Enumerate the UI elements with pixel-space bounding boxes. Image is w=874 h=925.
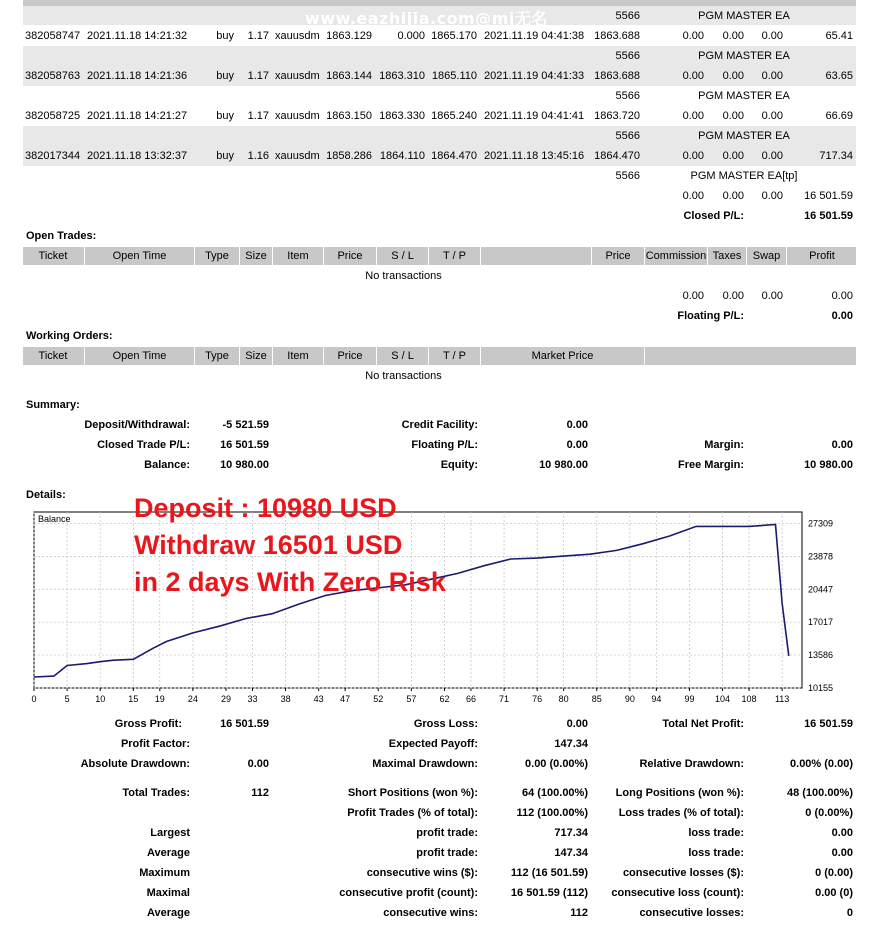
- closed-cell-item: xauusdm: [275, 110, 320, 122]
- avg-losses-value: 0: [846, 907, 853, 919]
- summary-floating-value: 0.00: [566, 439, 588, 451]
- largest-label: Largest: [150, 827, 190, 839]
- closed-trade-label: Closed Trade P/L:: [97, 439, 190, 451]
- details-title: Details:: [26, 489, 66, 501]
- col-size: Size: [239, 347, 272, 365]
- relative-drawdown-label: Relative Drawdown:: [639, 758, 744, 770]
- largest-loss-label: loss trade:: [688, 827, 744, 839]
- x-tick-label: 113: [774, 694, 790, 704]
- largest-profit-label: profit trade:: [416, 827, 478, 839]
- closed-cell-sl: 1864.110: [379, 150, 425, 162]
- x-tick-label: 15: [128, 694, 139, 704]
- maximal-loss-value: 0.00 (0): [815, 887, 853, 899]
- maximal-profit-value: 16 501.59 (112): [510, 887, 588, 899]
- closed-cell-type: buy: [216, 30, 234, 42]
- col-item: Item: [272, 347, 323, 365]
- closed-cell-item: xauusdm: [275, 150, 320, 162]
- closed-pl-value: 16 501.59: [804, 210, 853, 222]
- x-tick-label: 99: [684, 694, 695, 704]
- average-label: Average: [146, 847, 190, 859]
- col-price2: Price: [591, 247, 644, 265]
- maximum-label: Maximum: [139, 867, 190, 879]
- y-tick-label: 27309: [808, 518, 834, 529]
- col-taxes: Taxes: [707, 247, 746, 265]
- maximal-profit-label: consecutive profit (count):: [339, 887, 478, 899]
- max-wins-label: consecutive wins ($):: [366, 867, 478, 879]
- working-orders-header: [23, 347, 856, 365]
- long-positions-label: Long Positions (won %):: [615, 787, 744, 799]
- x-tick-label: 57: [406, 694, 417, 704]
- y-tick-label: 23878: [808, 551, 834, 562]
- col-sl: S / L: [376, 247, 428, 265]
- x-tick-label: 90: [624, 694, 635, 704]
- watermark: www.eazhijia.com@mj无名: [305, 9, 548, 28]
- x-tick-label: 85: [591, 694, 602, 704]
- ea-comment: PGM MASTER EA: [698, 10, 790, 22]
- closed-cell-close-time: 2021.11.18 13:45:16: [484, 150, 585, 162]
- x-tick-label: 80: [558, 694, 569, 704]
- col-market-price: Market Price: [480, 347, 644, 365]
- ea-comment: PGM MASTER EA: [698, 90, 790, 102]
- col-swap: Swap: [746, 247, 786, 265]
- equity-value: 10 980.00: [539, 459, 588, 471]
- profit-factor-label: Profit Factor:: [120, 738, 190, 750]
- y-tick-label: 17017: [808, 617, 834, 628]
- gross-profit-label: Gross Profit:: [114, 718, 182, 730]
- closed-cell-ticket: 382017344: [25, 150, 81, 162]
- magic-number: 5566: [615, 170, 640, 182]
- net-profit-value: 16 501.59: [804, 718, 853, 730]
- total-trades-value: 112: [251, 787, 269, 799]
- closed-cell-price: 1863.129: [326, 30, 372, 42]
- closed-cell-type: buy: [216, 150, 234, 162]
- open-total-profit: 0.00: [831, 290, 853, 302]
- floating-pl-value: 0.00: [831, 310, 853, 322]
- maximal-loss-label: consecutive loss (count):: [611, 887, 744, 899]
- profit-trades-label: Profit Trades (% of total):: [347, 807, 478, 819]
- closed-cell-sl: 0.000: [397, 30, 425, 42]
- margin-label: Margin:: [704, 439, 744, 451]
- closed-cell-open-time: 2021.11.18 14:21:27: [87, 110, 188, 122]
- x-tick-label: 94: [651, 694, 662, 704]
- closed-cell-commission: 0.00: [682, 150, 704, 162]
- loss-trades-value: 0 (0.00%): [805, 807, 853, 819]
- relative-drawdown-value: 0.00% (0.00): [790, 758, 853, 770]
- closed-cell-item: xauusdm: [275, 30, 320, 42]
- closed-cell-close-time: 2021.11.19 04:41:41: [484, 110, 585, 122]
- col-item: Item: [272, 247, 323, 265]
- long-positions-value: 48 (100.00%): [786, 787, 853, 799]
- magic-number: 5566: [615, 50, 640, 62]
- col-type: Type: [194, 347, 239, 365]
- expected-payoff-label: Expected Payoff:: [388, 738, 478, 750]
- avg-wins-label: consecutive wins:: [383, 907, 478, 919]
- y-tick-label: 13586: [808, 650, 834, 661]
- avg-loss-label: loss trade:: [688, 847, 744, 859]
- closed-cell-tp: 1864.470: [431, 150, 477, 162]
- closed-cell-type: buy: [216, 110, 234, 122]
- x-tick-label: 47: [340, 694, 351, 704]
- gross-loss-value: 0.00: [566, 718, 588, 730]
- closed-cell-price: 1858.286: [326, 150, 372, 162]
- free-margin-value: 10 980.00: [804, 459, 853, 471]
- closed-cell-close-price: 1863.688: [594, 30, 640, 42]
- x-tick-label: 71: [499, 694, 510, 704]
- closed-cell-commission: 0.00: [682, 110, 704, 122]
- closed-cell-profit: 717.34: [819, 150, 853, 162]
- x-tick-label: 62: [439, 694, 450, 704]
- y-tick-label: 10155: [808, 683, 834, 693]
- closed-cell-taxes: 0.00: [722, 110, 744, 122]
- col-size: Size: [239, 247, 272, 265]
- avg-losses-label: consecutive losses:: [639, 907, 744, 919]
- closed-cell-swap: 0.00: [761, 30, 783, 42]
- col-blank: [644, 347, 857, 365]
- x-tick-label: 10: [95, 694, 106, 704]
- promo-withdraw-text: Withdraw 16501 USD: [134, 530, 403, 560]
- x-tick-label: 5: [64, 694, 70, 704]
- credit-label: Credit Facility:: [401, 419, 478, 431]
- maximal-drawdown-label: Maximal Drawdown:: [372, 758, 478, 770]
- x-tick-label: 29: [220, 694, 232, 704]
- closed-cell-size: 1.17: [247, 70, 269, 82]
- ea-comment: PGM MASTER EA: [698, 50, 790, 62]
- x-tick-label: 0: [31, 694, 37, 704]
- closed-cell-size: 1.17: [247, 30, 269, 42]
- closed-cell-sl: 1863.310: [379, 70, 425, 82]
- closed-cell-close-price: 1864.470: [594, 150, 640, 162]
- profit-factor-value: [190, 735, 269, 753]
- open-total-taxes: 0.00: [722, 290, 744, 302]
- open-trades-header: [23, 247, 856, 265]
- magic-number: 5566: [615, 130, 640, 142]
- largest-loss-value: 0.00: [831, 827, 853, 839]
- closed-cell-close-time: 2021.11.19 04:41:33: [484, 70, 585, 82]
- closed-cell-tp: 1865.110: [431, 70, 477, 82]
- col-ticket: Ticket: [38, 250, 68, 262]
- closed-cell-open-time: 2021.11.18 14:21:32: [87, 30, 188, 42]
- closed-cell-item: xauusdm: [275, 70, 320, 82]
- profit-trades-value: 112 (100.00%): [516, 807, 588, 819]
- col-blank: [480, 247, 591, 265]
- closed-cell-taxes: 0.00: [722, 70, 744, 82]
- x-tick-label: 43: [313, 694, 324, 704]
- working-orders-empty: No transactions: [365, 370, 442, 382]
- closed-cell-profit: 63.65: [825, 70, 853, 82]
- equity-label: Equity:: [440, 459, 478, 471]
- balance-value: 10 980.00: [220, 459, 269, 471]
- x-tick-label: 33: [247, 694, 258, 704]
- max-losses-label: consecutive losses ($):: [622, 867, 744, 879]
- x-tick-label: 66: [465, 694, 476, 704]
- promo-deposit-text: Deposit : 10980 USD: [134, 493, 397, 523]
- closed-cell-open-time: 2021.11.18 13:32:37: [87, 150, 188, 162]
- credit-value: 0.00: [566, 419, 588, 431]
- summary-title: Summary:: [26, 399, 80, 411]
- col-profit: Profit: [786, 247, 857, 265]
- closed-cell-tp: 1865.170: [431, 30, 477, 42]
- col-price: Price: [323, 347, 376, 365]
- closed-cell-profit: 66.69: [825, 110, 853, 122]
- short-positions-label: Short Positions (won %):: [347, 787, 478, 799]
- free-margin-label: Free Margin:: [677, 459, 744, 471]
- balance-label: Balance:: [144, 459, 190, 471]
- closed-cell-profit: 65.41: [825, 30, 853, 42]
- closed-cell-type: buy: [216, 70, 234, 82]
- gross-profit-value: 16 501.59: [220, 718, 269, 730]
- open-trades-empty: No transactions: [365, 270, 442, 282]
- closed-cell-taxes: 0.00: [722, 150, 744, 162]
- x-tick-label: 24: [187, 694, 198, 704]
- closed-cell-commission: 0.00: [682, 30, 704, 42]
- closed-cell-tp: 1865.240: [431, 110, 477, 122]
- margin-value: 0.00: [831, 439, 853, 451]
- closed-cell-price: 1863.150: [326, 110, 372, 122]
- closed-cell-price: 1863.144: [326, 70, 372, 82]
- magic-number: 5566: [615, 10, 640, 22]
- net-profit-label: Total Net Profit:: [662, 718, 744, 730]
- closed-total-swap: 0.00: [761, 190, 783, 202]
- x-tick-label: 104: [715, 694, 731, 704]
- closed-pl-label: Closed P/L:: [683, 210, 744, 222]
- col-tp: T / P: [428, 347, 480, 365]
- max-wins-value: 112 (16 501.59): [510, 867, 588, 879]
- closed-cell-size: 1.16: [247, 150, 269, 162]
- average2-label: Average: [146, 907, 190, 919]
- gross-loss-label: Gross Loss:: [413, 718, 478, 730]
- closed-cell-ticket: 382058763: [25, 70, 81, 82]
- closed-cell-swap: 0.00: [761, 150, 783, 162]
- closed-cell-open-time: 2021.11.18 14:21:36: [87, 70, 188, 82]
- closed-cell-sl: 1863.330: [379, 110, 425, 122]
- avg-profit-label: profit trade:: [416, 847, 478, 859]
- absolute-drawdown-label: Absolute Drawdown:: [80, 758, 190, 770]
- magic-number: 5566: [615, 90, 640, 102]
- closed-total-profit: 16 501.59: [804, 190, 853, 202]
- short-positions-value: 64 (100.00%): [521, 787, 588, 799]
- closed-cell-commission: 0.00: [682, 70, 704, 82]
- col-price: Price: [323, 247, 376, 265]
- x-tick-label: 19: [154, 694, 165, 704]
- avg-wins-value: 112: [570, 907, 588, 919]
- loss-trades-label: Loss trades (% of total):: [618, 807, 744, 819]
- working-orders-title: Working Orders:: [26, 330, 113, 342]
- largest-profit-value: 717.34: [554, 827, 588, 839]
- promo-zero-risk-text: in 2 days With Zero Risk: [134, 567, 446, 597]
- x-tick-label: 38: [280, 694, 291, 704]
- col-type: Type: [194, 247, 239, 265]
- closed-cell-ticket: 382058725: [25, 110, 81, 122]
- deposit-label: Deposit/Withdrawal:: [84, 419, 190, 431]
- closed-cell-swap: 0.00: [761, 110, 783, 122]
- open-total-commission: 0.00: [682, 290, 704, 302]
- avg-profit-value: 147.34: [554, 847, 588, 859]
- col-sl: S / L: [376, 347, 428, 365]
- absolute-drawdown-value: 0.00: [247, 758, 269, 770]
- col-open-time: Open Time: [84, 247, 194, 265]
- closed-cell-swap: 0.00: [761, 70, 783, 82]
- series-label: Balance: [38, 514, 71, 524]
- avg-loss-value: 0.00: [831, 847, 853, 859]
- closed-cell-close-price: 1863.720: [594, 110, 640, 122]
- expected-payoff-value: 147.34: [554, 738, 588, 750]
- col-open-time: Open Time: [84, 347, 194, 365]
- closed-cell-ticket: 382058747: [25, 30, 81, 42]
- maximal-label: Maximal: [146, 887, 190, 899]
- floating-pl-label: Floating P/L:: [677, 310, 744, 322]
- col-ticket: Ticket: [38, 350, 68, 362]
- total-trades-label: Total Trades:: [122, 787, 190, 799]
- closed-trade-value: 16 501.59: [220, 439, 269, 451]
- x-tick-label: 108: [741, 694, 757, 704]
- ea-comment: PGM MASTER EA: [698, 130, 790, 142]
- closed-total-commission: 0.00: [682, 190, 704, 202]
- maximal-drawdown-value: 0.00 (0.00%): [525, 758, 588, 770]
- open-total-swap: 0.00: [761, 290, 783, 302]
- col-commission: Commission: [644, 247, 707, 265]
- closed-total-taxes: 0.00: [722, 190, 744, 202]
- closed-cell-close-time: 2021.11.19 04:41:38: [484, 30, 585, 42]
- summary-floating-label: Floating P/L:: [411, 439, 478, 451]
- max-losses-value: 0 (0.00): [815, 867, 853, 879]
- closed-cell-taxes: 0.00: [722, 30, 744, 42]
- deposit-value: -5 521.59: [222, 419, 269, 431]
- x-tick-label: 76: [532, 694, 543, 704]
- closed-cell-close-price: 1863.688: [594, 70, 640, 82]
- ea-comment: PGM MASTER EA[tp]: [690, 170, 798, 182]
- y-tick-label: 20447: [808, 584, 834, 595]
- closed-cell-size: 1.17: [247, 110, 269, 122]
- col-tp: T / P: [428, 247, 480, 265]
- x-tick-label: 52: [373, 694, 384, 704]
- open-trades-title: Open Trades:: [26, 230, 97, 242]
